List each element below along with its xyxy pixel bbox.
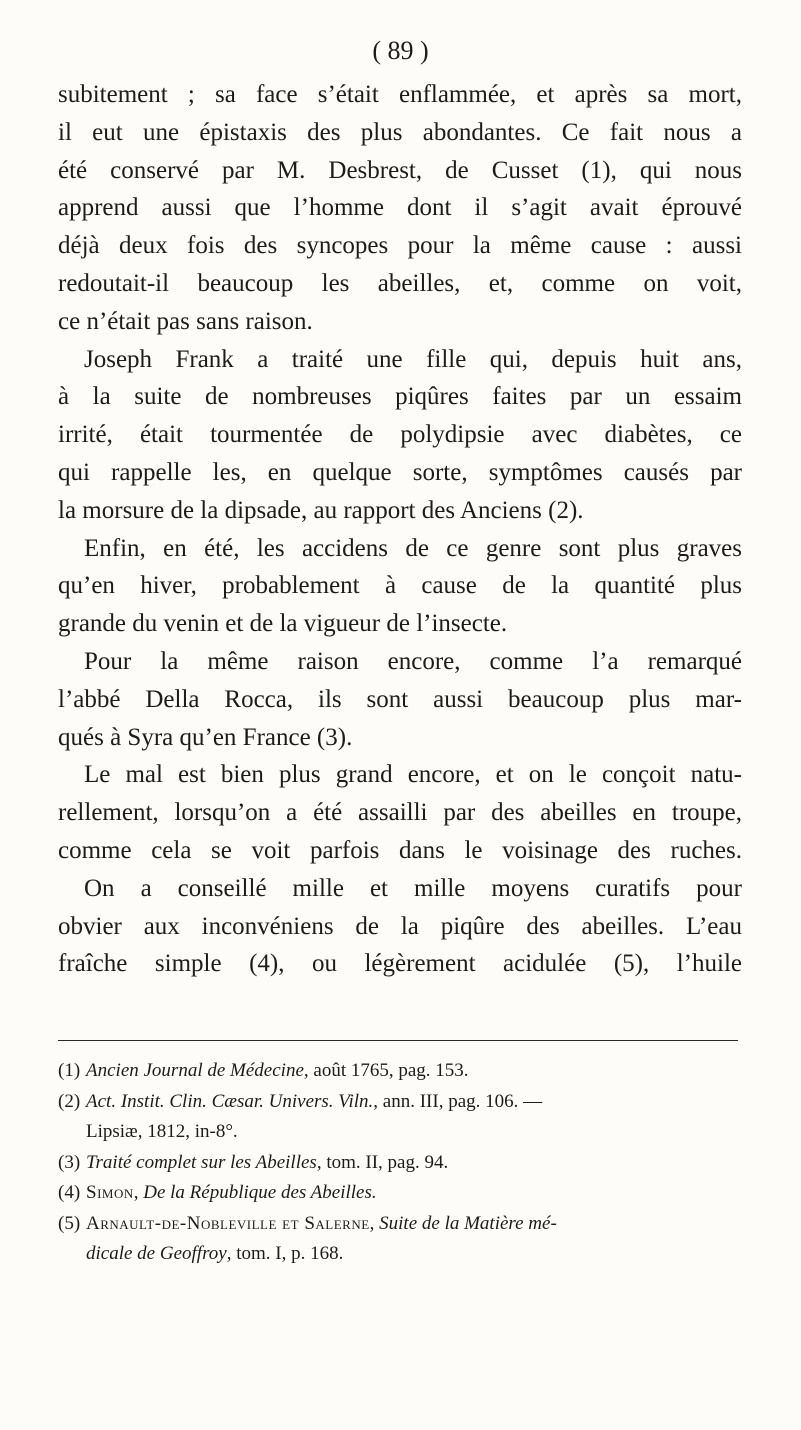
- text-line: la morsure de la dipsade, au rapport des Anciens (2).: [58, 496, 584, 524]
- footnote-text: , ann. III, pag. 106. —: [373, 1090, 543, 1112]
- footnote: [58, 1056, 758, 1087]
- text-line: il eut une épistaxis des plus abondantes. Ce fait nous a: [58, 118, 742, 146]
- text-line: Pour la même raison encore, comme l’a remarqué: [84, 647, 742, 675]
- text-line: qui rappelle les, en quelque sorte, symptômes causés par: [58, 458, 742, 486]
- footnote-number: (2): [58, 1090, 81, 1112]
- footnote: [58, 1239, 758, 1270]
- text-line: ce n’était pas sans raison.: [58, 307, 313, 335]
- text-line: Joseph Frank a traité une fille qui, depuis huit ans,: [84, 345, 742, 373]
- text-line: l’abbé Della Rocca, ils sont aussi beaucoup plus mar-: [58, 685, 742, 713]
- footnote-title: Suite de la Matière mé-: [379, 1212, 557, 1234]
- footnote: (4) Simon, De la République des Abeilles.: [58, 1178, 758, 1209]
- footnote-author: Arnault-de-Nobleville et Salerne: [86, 1212, 370, 1234]
- page-number: ( 89 ): [372, 36, 429, 65]
- footnote-text: , août 1765, pag. 153.: [303, 1060, 469, 1081]
- footnote: (5) Arnault-de-Nobleville et Salerne, Suite de la Matière mé-: [58, 1209, 758, 1240]
- footnote-number: (5): [58, 1212, 81, 1234]
- text-line: déjà deux fois des syncopes pour la même cause : aussi: [58, 232, 742, 260]
- footnote-title: De la République des Abeilles.: [143, 1182, 377, 1203]
- footnote-text: , tom. II, pag. 94.: [316, 1151, 449, 1173]
- footnote-title: Traité complet sur les Abeilles: [86, 1151, 317, 1173]
- footnote-author: Simon: [86, 1182, 134, 1203]
- text-line: On a conseillé mille et mille moyens curatifs pour: [84, 874, 742, 902]
- body-text: [58, 76, 742, 983]
- text-line: grande du venin et de la vigueur de l’insecte.: [58, 610, 508, 638]
- text-line: fraîche simple (4), ou légèrement acidulée (5), l’huile: [58, 950, 742, 978]
- text-line: rellement, lorsqu’on a été assailli par des abeilles en troupe,: [58, 799, 742, 827]
- footnote-number: (4): [58, 1182, 81, 1203]
- text-line: subitement ; sa face s’était enflammée, et après sa mort,: [58, 81, 742, 108]
- footnote-text: , tom. I, p. 168.: [226, 1243, 344, 1264]
- text-line: qu’en hiver, probablement à cause de la quantité plus: [58, 572, 742, 600]
- footnote-number: (3): [58, 1151, 81, 1173]
- footnote-title: dicale de Geoffroy: [86, 1243, 227, 1264]
- text-line: été conservé par M. Desbrest, de Cusset (1), qui nous: [58, 156, 742, 184]
- footnote-number: (1): [58, 1060, 81, 1081]
- text-line: à la suite de nombreuses piqûres faites par un essaim: [58, 383, 742, 411]
- text-line: apprend aussi que l’homme dont il s’agit avait éprouvé: [58, 194, 742, 222]
- text-line: qués à Syra qu’en France (3).: [58, 723, 353, 751]
- text-line: obvier aux inconvéniens de la piqûre des abeilles. L’eau: [58, 912, 742, 940]
- text-line: Enfin, en été, les accidens de ce genre sont plus graves: [84, 534, 742, 562]
- footnote-title: Act. Instit. Clin. Cæsar. Univers. Viln.: [86, 1090, 374, 1112]
- footnote: [58, 1087, 758, 1118]
- text-line: irrité, était tourmentée de polydipsie avec diabètes, ce: [58, 421, 742, 449]
- footnotes: [58, 1056, 758, 1270]
- footnote: [58, 1148, 758, 1179]
- text-line: Le mal est bien plus grand encore, et on le conçoit natu-: [84, 761, 742, 789]
- footnote-title: Ancien Journal de Médecine: [86, 1060, 304, 1081]
- footnote-rule: [58, 1040, 738, 1041]
- text-line: comme cela se voit parfois dans le voisinage des ruches.: [58, 836, 742, 864]
- footnote-text: Lipsiæ, 1812, in-8°.: [86, 1121, 238, 1142]
- text-line: redoutait-il beaucoup les abeilles, et, comme on voit,: [58, 269, 742, 297]
- footnote: [58, 1117, 758, 1148]
